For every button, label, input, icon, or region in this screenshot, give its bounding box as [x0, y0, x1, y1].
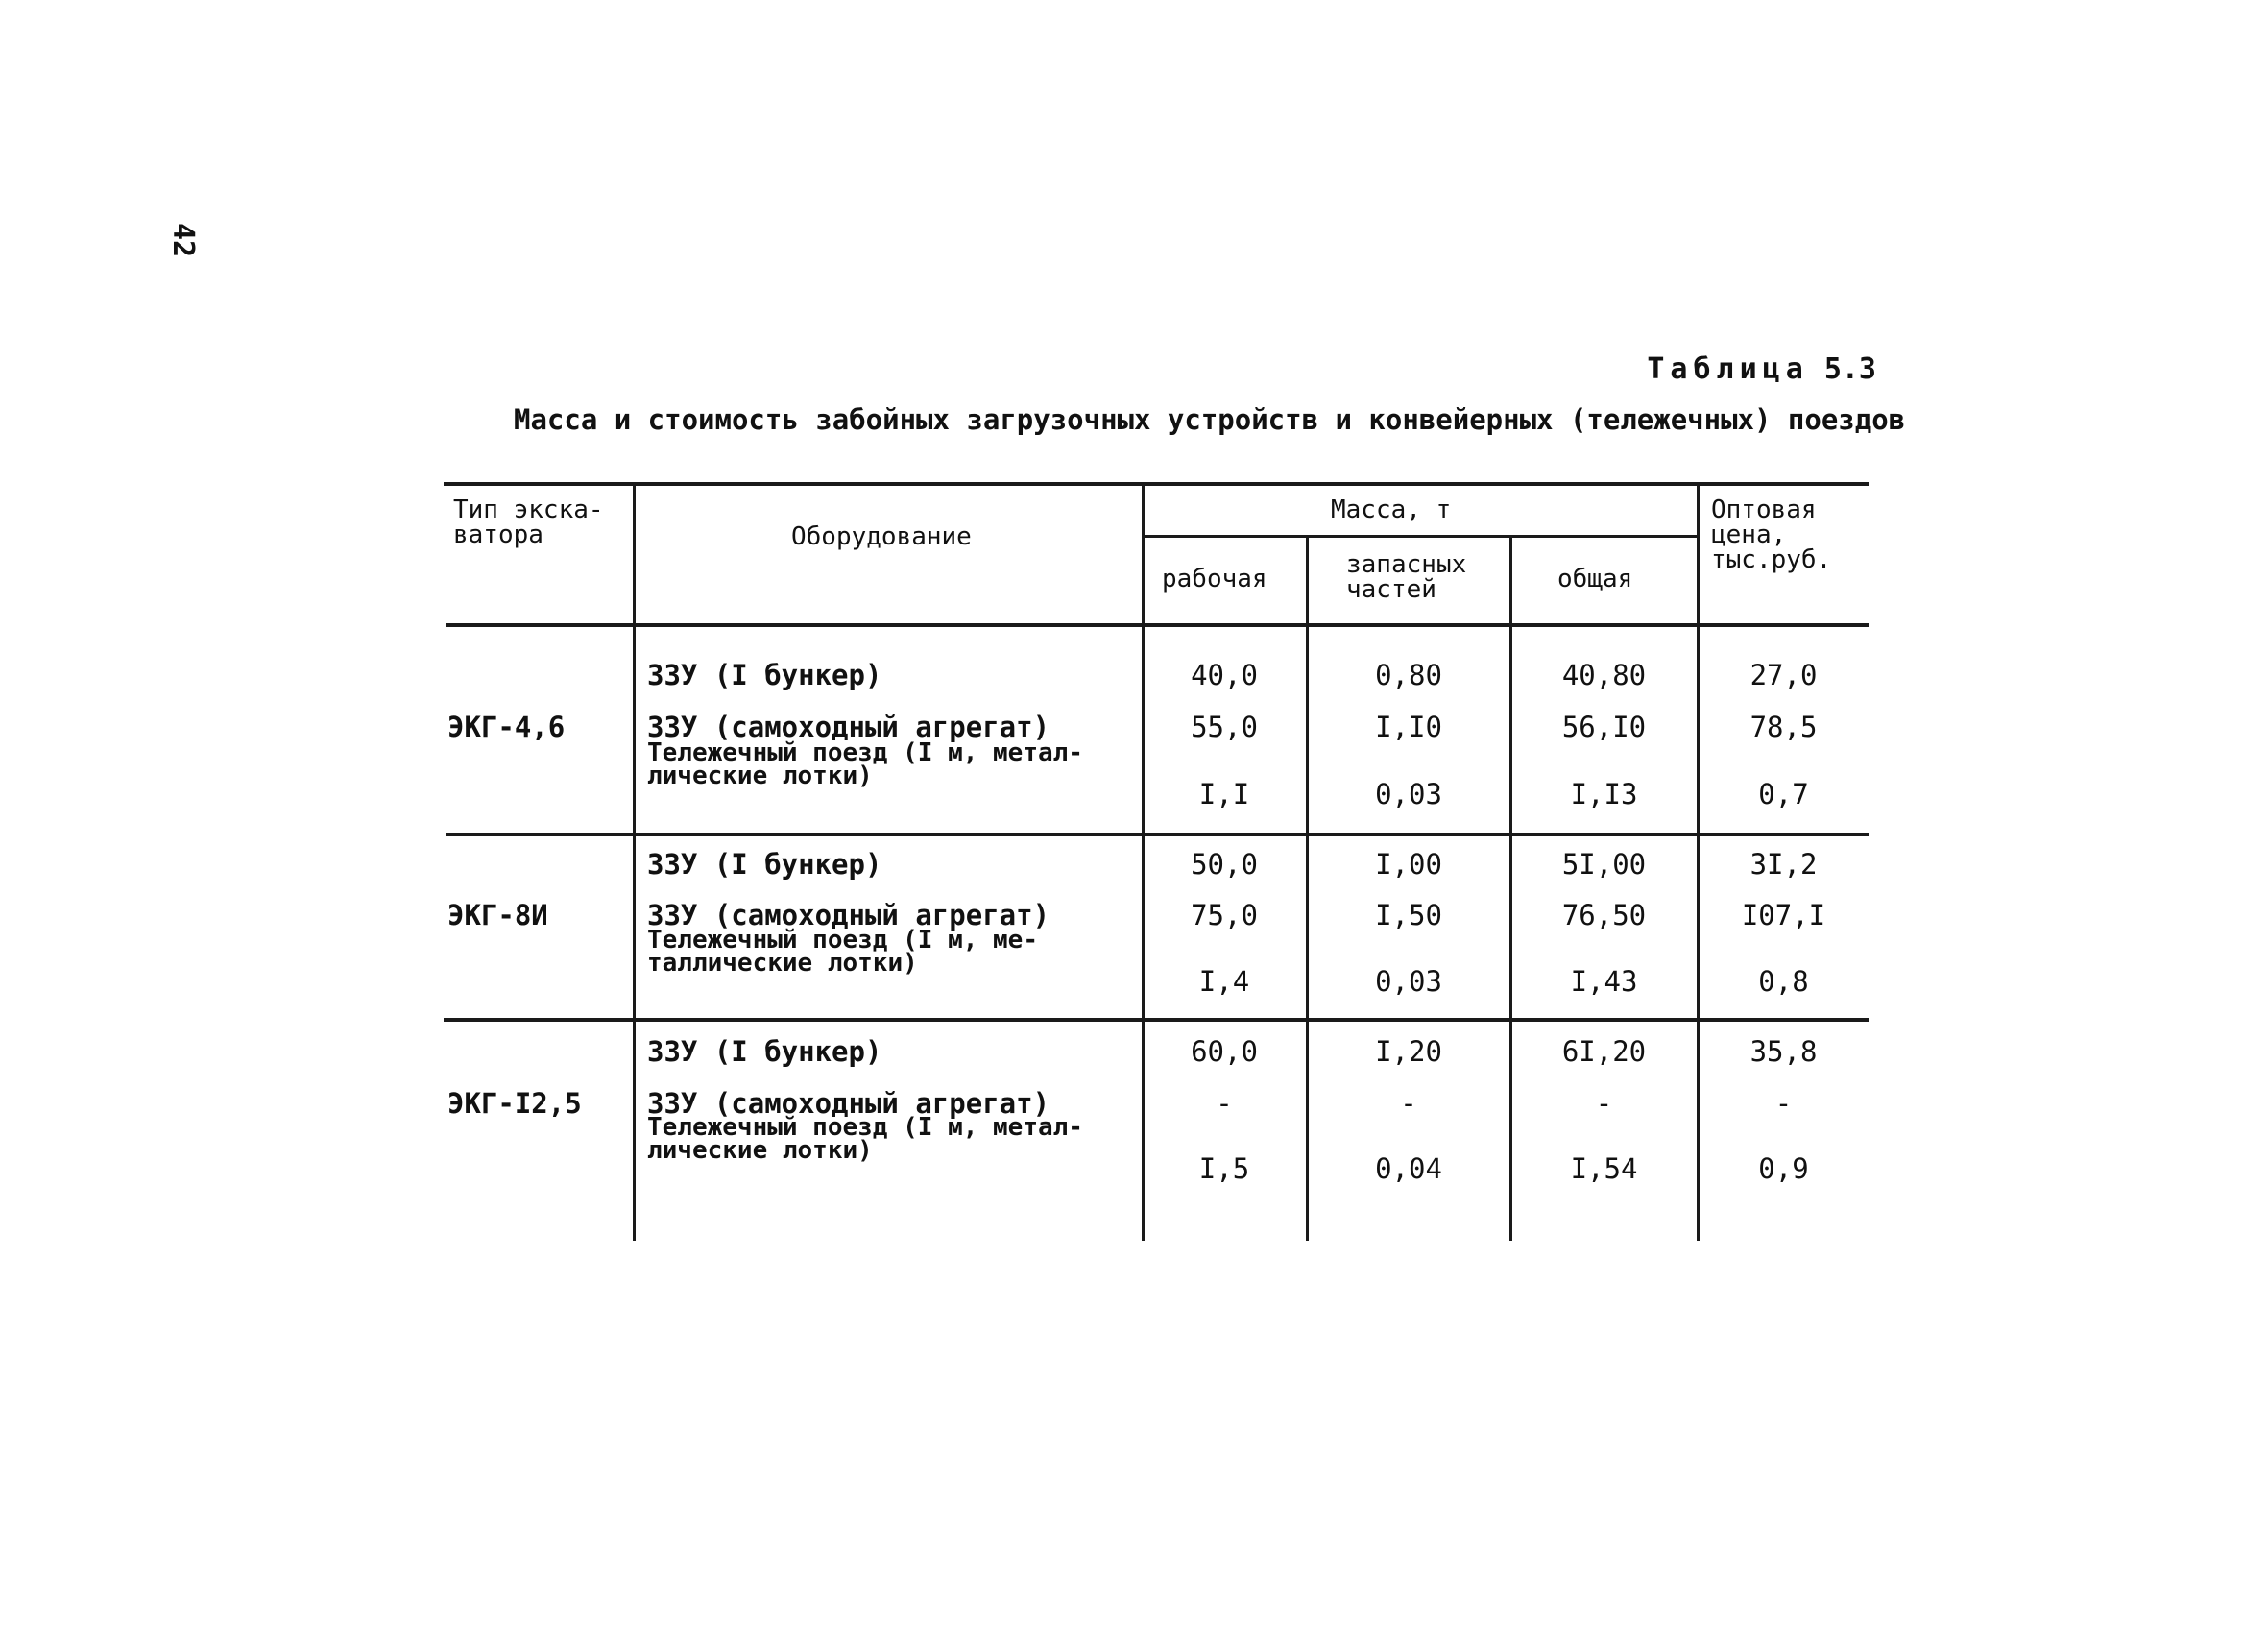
equipment-name: Тележечный поезд (I м, метал- — [647, 1113, 1083, 1142]
mass-price-value: 0,7 — [1758, 778, 1809, 810]
equipment-name: лические лотки) — [647, 762, 873, 790]
header-type — [453, 497, 604, 547]
page-number: 42 — [166, 223, 200, 258]
table-top-rule — [444, 482, 1869, 486]
mass-work-value: 40,0 — [1191, 659, 1258, 691]
mass-spare-value: I,I0 — [1375, 711, 1442, 743]
table-title: Масса и стоимость забойных загрузочных устройств и конвейерных (тележечных) поездов — [514, 403, 1906, 436]
excavator-type: ЭКГ-I2,5 — [447, 1087, 582, 1120]
equipment-name: лические лотки) — [647, 1136, 873, 1165]
equipment-name: ЗЗУ (I бункер) — [647, 659, 882, 691]
mass-spare-value: 0,03 — [1375, 778, 1442, 810]
mass-total-value: - — [1595, 1087, 1613, 1120]
header-spare-line: частей — [1346, 575, 1436, 604]
mass-spare-value: I,50 — [1375, 899, 1442, 931]
equipment-name: ЗЗУ (I бункер) — [647, 1035, 882, 1068]
equipment-name: Тележечный поезд (I м, метал- — [647, 738, 1083, 767]
mass-total-value: I,I3 — [1570, 778, 1638, 810]
mass-price-value: 0,9 — [1758, 1152, 1809, 1185]
header-type-line: ватора — [453, 520, 543, 549]
mass-spare-value: I,00 — [1375, 848, 1442, 881]
mass-header-rule — [1142, 535, 1697, 538]
header-price — [1711, 497, 1831, 572]
mass-spare-value: 0,04 — [1375, 1152, 1442, 1185]
mass-total-value: 5I,00 — [1561, 848, 1647, 881]
header-mass: Масса, т — [1331, 496, 1452, 524]
mass-work-value: 75,0 — [1191, 899, 1258, 931]
excavator-type: ЭКГ-8И — [447, 899, 548, 931]
mass-work-value: - — [1216, 1087, 1233, 1120]
table-label — [1647, 352, 1876, 386]
mass-total-value: I,54 — [1570, 1152, 1638, 1185]
equipment-name: ЗЗУ (самоходный агрегат) — [647, 899, 1050, 931]
mass-price-value: I07,I — [1741, 899, 1826, 931]
equipment-name: ЗЗУ (I бункер) — [647, 848, 882, 881]
mass-price-value: 3I,2 — [1749, 848, 1818, 881]
mass-total-value: 76,50 — [1561, 899, 1647, 931]
equipment-name: ЗЗУ (самоходный агрегат) — [647, 711, 1050, 743]
mass-spare-value: - — [1400, 1087, 1417, 1120]
header-bottom-rule — [446, 623, 1869, 627]
data-table — [444, 482, 1869, 1241]
mass-work-value: 50,0 — [1191, 848, 1258, 881]
mass-price-value: - — [1774, 1087, 1793, 1120]
header-mass-spare — [1346, 552, 1466, 602]
equipment-name: таллические лотки) — [647, 949, 918, 978]
column-rule — [1306, 536, 1309, 1241]
group-divider-rule — [446, 833, 1869, 836]
mass-work-value: 55,0 — [1191, 711, 1258, 743]
equipment-name: Тележечный поезд (I м, ме- — [647, 926, 1038, 955]
mass-spare-value: I,20 — [1375, 1035, 1442, 1068]
header-spare-line: запасных — [1346, 550, 1467, 579]
header-price-line: тыс.руб. — [1711, 545, 1832, 574]
mass-price-value: 27,0 — [1749, 659, 1818, 691]
header-price-line: цена, — [1711, 520, 1787, 549]
mass-work-value: I,5 — [1198, 1152, 1250, 1185]
header-price-line: Оптовая — [1711, 496, 1817, 524]
excavator-type: ЭКГ-4,6 — [447, 711, 566, 743]
equipment-name: ЗЗУ (самоходный агрегат) — [647, 1087, 1050, 1120]
mass-spare-value: 0,80 — [1375, 659, 1442, 691]
table-label-word: Таблица — [1647, 352, 1809, 386]
mass-total-value: 6I,20 — [1561, 1035, 1647, 1068]
mass-total-value: 40,80 — [1561, 659, 1647, 691]
header-mass-work: рабочая — [1162, 565, 1267, 593]
header-mass-total: общая — [1557, 565, 1633, 593]
mass-work-value: 60,0 — [1191, 1035, 1258, 1068]
header-equipment: Оборудование — [791, 522, 972, 551]
table-label-number: 5.3 — [1823, 352, 1876, 386]
column-rule — [1509, 536, 1512, 1241]
mass-total-value: 56,I0 — [1561, 711, 1647, 743]
mass-total-value: I,43 — [1570, 965, 1638, 998]
header-type-line: Тип экска- — [453, 496, 604, 524]
mass-work-value: I,4 — [1198, 965, 1250, 998]
mass-price-value: 78,5 — [1749, 711, 1818, 743]
column-rule — [633, 482, 636, 1241]
mass-price-value: 35,8 — [1749, 1035, 1818, 1068]
mass-work-value: I,I — [1198, 778, 1250, 810]
group-divider-rule — [444, 1018, 1869, 1022]
mass-price-value: 0,8 — [1758, 965, 1809, 998]
mass-spare-value: 0,03 — [1375, 965, 1442, 998]
